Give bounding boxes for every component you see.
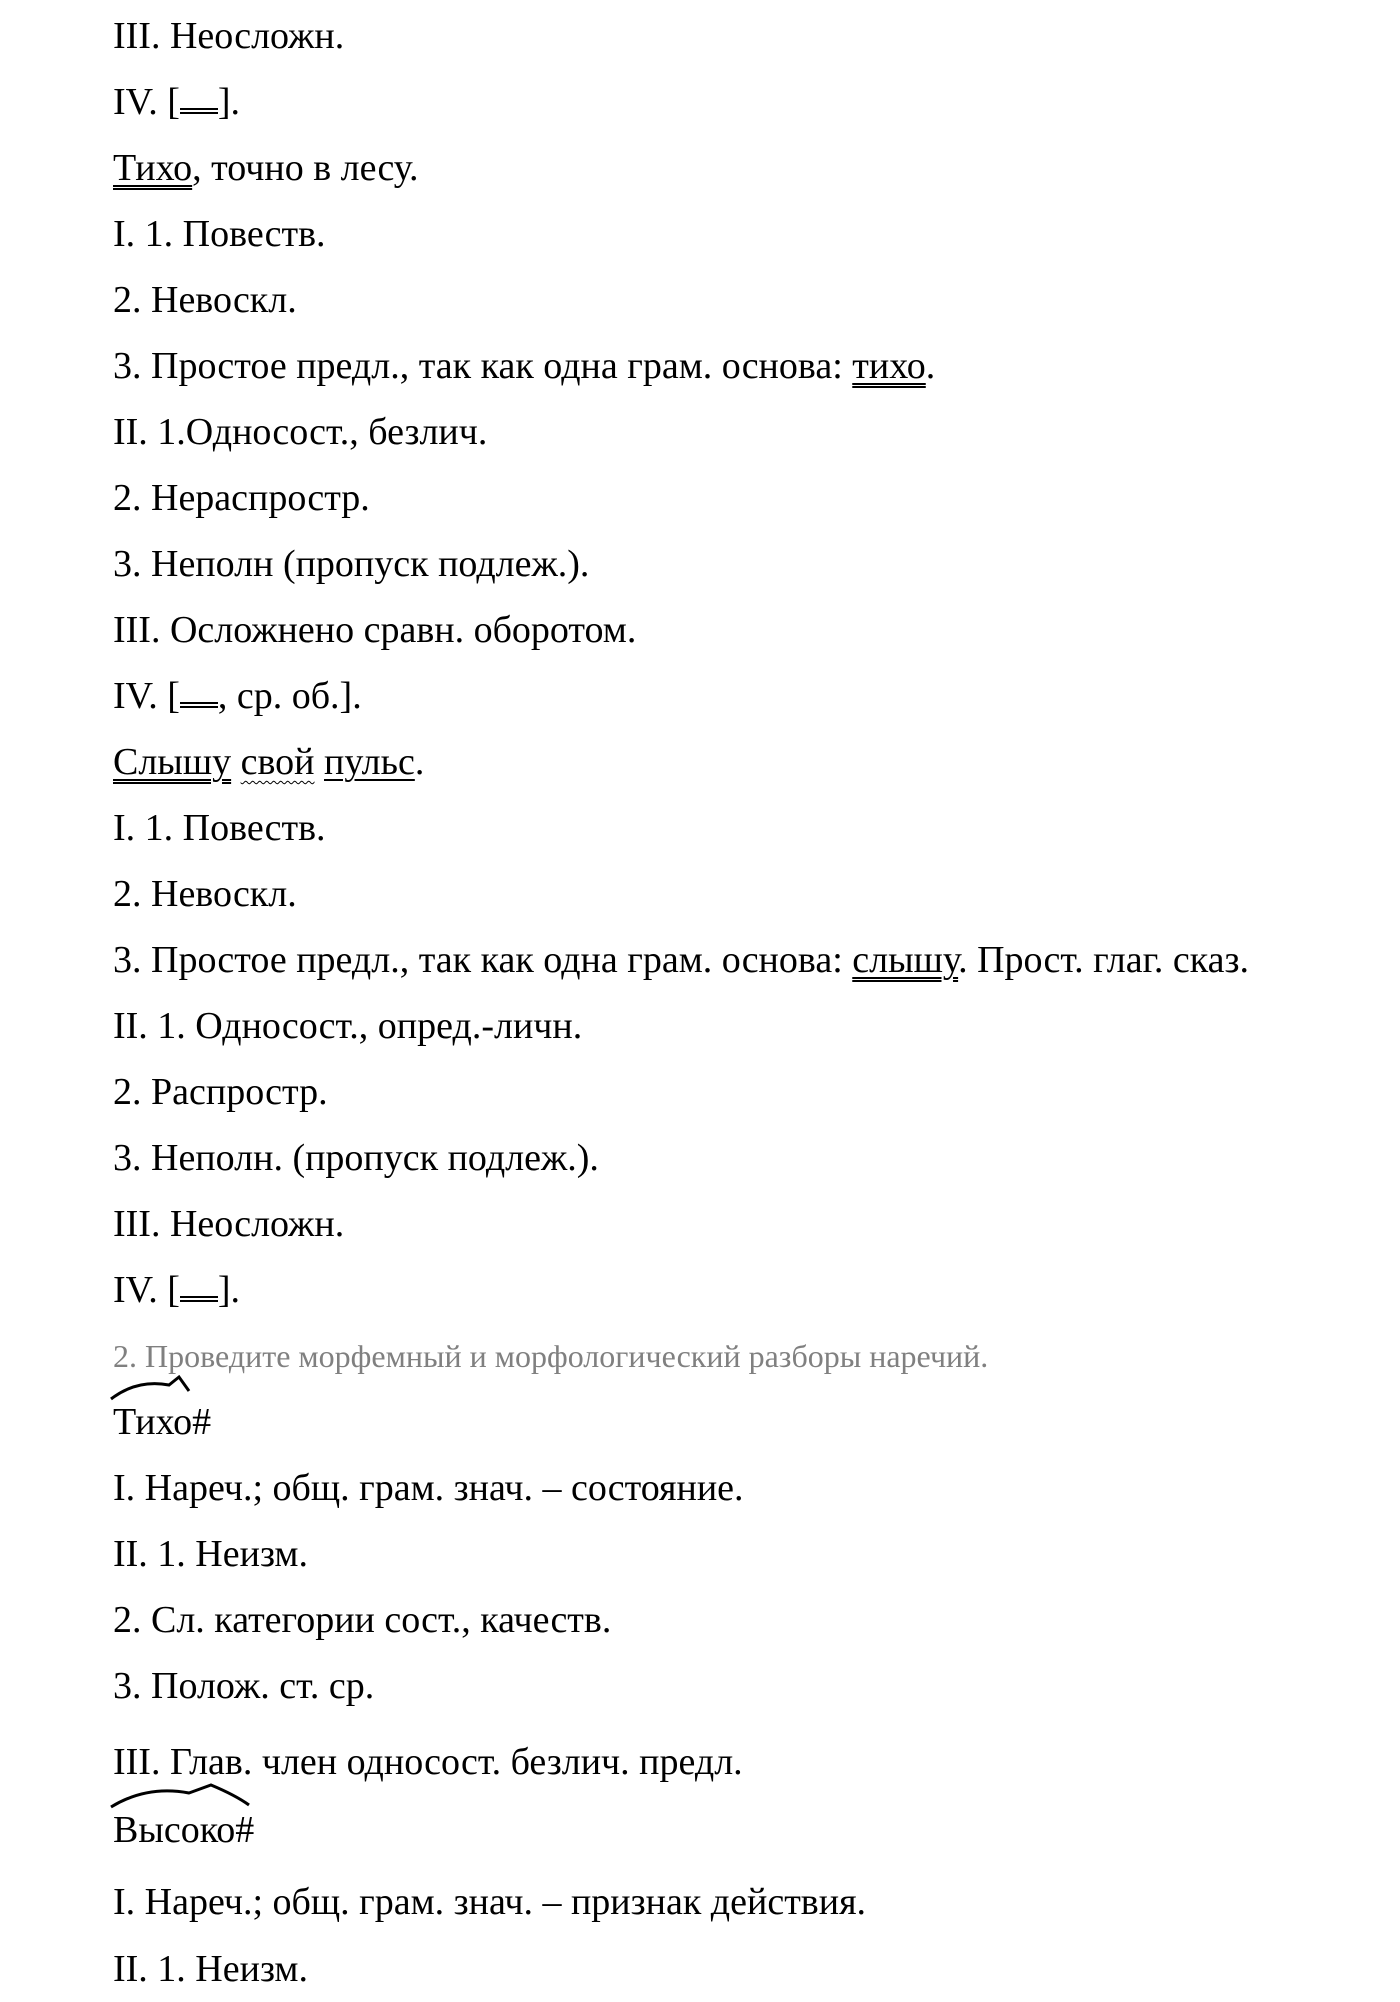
text-line: 2. Распростр.	[113, 1071, 328, 1113]
scheme-suffix: , ср. об.].	[217, 675, 362, 717]
basis-word: слышу	[852, 939, 959, 981]
sentence-end: .	[414, 741, 425, 783]
text-line: 2. Невоскл.	[113, 279, 297, 321]
scheme-suffix: ].	[217, 81, 241, 123]
basis-line	[113, 937, 1249, 983]
null-ending-mark: #	[235, 1809, 255, 1851]
predicate-word: Тихо	[113, 147, 193, 189]
text-line: II. 1.Односост., безлич.	[113, 411, 488, 453]
text-line: 2. Невоскл.	[113, 873, 297, 915]
scheme-prefix: IV. [	[113, 1269, 180, 1311]
basis-prefix: 3. Простое предл., так как одна грам. основа:	[113, 939, 853, 981]
text-line: 3. Неполн (пропуск подлеж.).	[113, 543, 590, 585]
text-line: II. 1. Неизм.	[113, 1948, 308, 1990]
text-line: III. Глав. член односост. безлич. предл.	[113, 1741, 743, 1783]
text-line: III. Неосложн.	[113, 1203, 345, 1245]
text-line: III. Осложнено сравн. оборотом.	[113, 609, 637, 651]
basis-word: тихо	[852, 345, 926, 387]
sentence-rest: , точно в лесу.	[192, 147, 419, 189]
null-ending-mark: #	[192, 1401, 212, 1443]
predicate-blank	[180, 1288, 218, 1302]
text-line: 2. Нераспростр.	[113, 477, 370, 519]
basis-suffix: .	[925, 345, 936, 387]
text-line: II. 1. Неизм.	[113, 1533, 308, 1575]
text-line: II. 1. Односост., опред.-личн.	[113, 1005, 583, 1047]
word-text: Высоко	[113, 1809, 236, 1851]
text-line: 2. Сл. категории сост., качеств.	[113, 1599, 612, 1641]
text-line: III. Неосложн.	[113, 15, 345, 57]
morpheme-word-line	[113, 1807, 254, 1853]
sentence-line	[113, 145, 419, 191]
text-line: I. 1. Повеств.	[113, 213, 326, 255]
text-line: 3. Полож. ст. ср.	[113, 1665, 375, 1707]
basis-prefix: 3. Простое предл., так как одна грам. основа:	[113, 345, 853, 387]
scheme-line	[113, 673, 362, 719]
word-text: Тихо	[113, 1401, 193, 1443]
scheme-prefix: IV. [	[113, 675, 180, 717]
predicate-word: Слышу	[113, 741, 232, 783]
predicate-blank	[180, 100, 218, 114]
analyzed-word	[113, 1399, 192, 1445]
text-line: I. Нареч.; общ. грам. знач. – признак действия.	[113, 1881, 867, 1923]
text-line: I. 1. Повеств.	[113, 807, 326, 849]
morpheme-word-line	[113, 1399, 211, 1445]
scheme-suffix: ].	[217, 1269, 241, 1311]
attribute-word: свой	[240, 741, 315, 783]
basis-line	[113, 343, 935, 389]
root-arc-icon	[107, 1373, 217, 1407]
scheme-line	[113, 1267, 240, 1313]
sentence-line	[113, 739, 424, 785]
text-line: 3. Неполн. (пропуск подлеж.).	[113, 1137, 599, 1179]
root-arc-icon	[107, 1781, 267, 1815]
basis-suffix: . Прост. глаг. сказ.	[958, 939, 1250, 981]
predicate-blank	[180, 694, 218, 708]
text-line: I. Нареч.; общ. грам. знач. – состояние.	[113, 1467, 744, 1509]
object-word: пульс	[324, 741, 415, 783]
task-heading: 2. Проведите морфемный и морфологический разборы наречий.	[113, 1338, 989, 1374]
scheme-line	[113, 79, 240, 125]
scheme-prefix: IV. [	[113, 81, 180, 123]
analyzed-word	[113, 1807, 235, 1853]
